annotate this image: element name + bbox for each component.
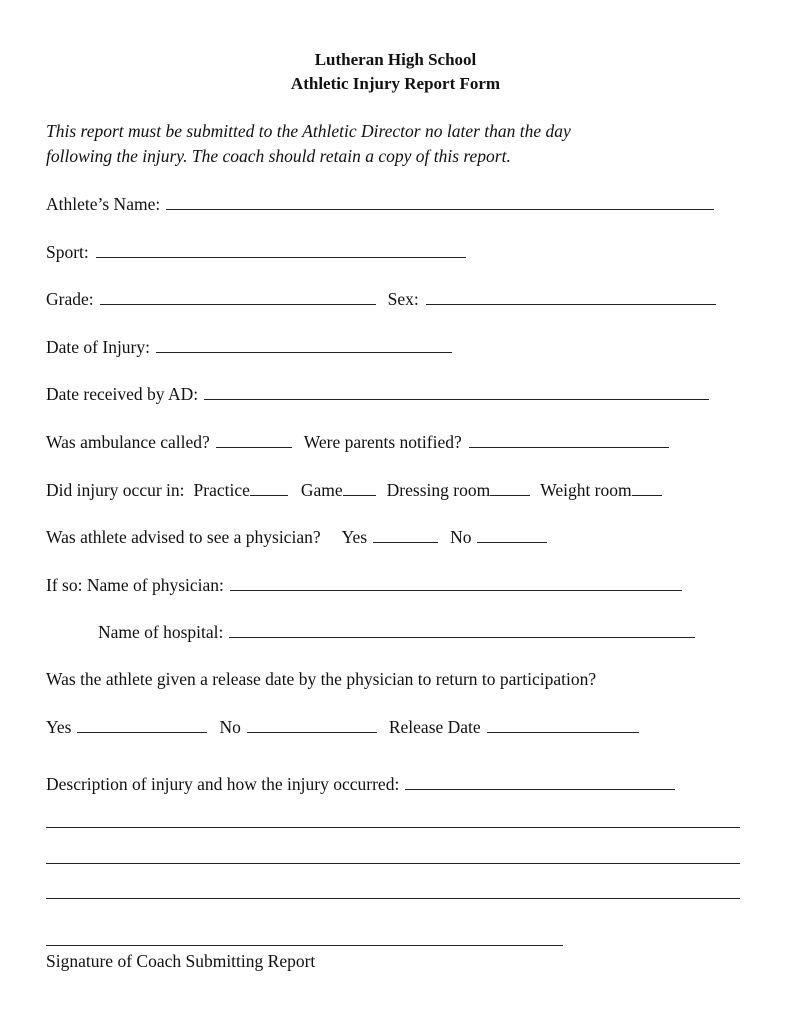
- ambulance-parents-row: [46, 430, 669, 452]
- athlete-name-field[interactable]: [166, 209, 714, 210]
- dressing-room-label: Dressing room: [386, 480, 491, 500]
- description-row: [46, 772, 675, 794]
- date-of-injury-field[interactable]: [156, 352, 452, 353]
- game-label: Game: [300, 480, 343, 500]
- instructions-line-2: following the injury. The coach should retain a copy of this report.: [46, 146, 511, 166]
- hospital-name-label: Name of hospital:: [98, 622, 224, 642]
- signature-line[interactable]: [46, 945, 563, 946]
- sport-label: Sport:: [46, 242, 89, 262]
- dressing-room-field[interactable]: [490, 495, 530, 496]
- date-received-row: [46, 382, 709, 404]
- release-date-label: Release Date: [388, 717, 481, 737]
- weight-room-label: Weight room: [540, 480, 632, 500]
- physician-advised-row: [46, 525, 547, 547]
- description-label: Description of injury and how the injury occurred:: [46, 774, 400, 794]
- ambulance-field[interactable]: [216, 447, 292, 448]
- form-title: Athletic Injury Report Form: [290, 74, 501, 93]
- physician-name-field[interactable]: [230, 590, 682, 591]
- release-yes-label: Yes: [46, 717, 72, 737]
- date-of-injury-row: [46, 335, 452, 357]
- weight-room-field[interactable]: [632, 495, 662, 496]
- grade-sex-row: [46, 287, 716, 309]
- release-answer-row: [46, 715, 639, 737]
- physician-yes-field[interactable]: [373, 542, 438, 543]
- parents-label: Were parents notified?: [303, 432, 462, 452]
- ambulance-label: Was ambulance called?: [46, 432, 210, 452]
- sex-label: Sex:: [387, 289, 419, 309]
- physician-no-label: No: [450, 527, 472, 547]
- signature-label: Signature of Coach Submitting Report: [46, 951, 316, 971]
- release-question-row: [46, 667, 596, 689]
- description-line-3[interactable]: [46, 898, 740, 899]
- injury-location-row: [46, 478, 662, 500]
- description-field[interactable]: [405, 789, 675, 790]
- physician-name-row: [46, 573, 682, 595]
- sport-field[interactable]: [96, 257, 466, 258]
- release-no-field[interactable]: [247, 732, 377, 733]
- athlete-name-label: Athlete’s Name:: [46, 194, 161, 214]
- release-yes-field[interactable]: [77, 732, 207, 733]
- athlete-name-row: [46, 192, 714, 214]
- physician-yes-label: Yes: [341, 527, 368, 547]
- parents-field[interactable]: [469, 447, 669, 448]
- practice-label: Practice: [193, 480, 250, 500]
- sport-row: [46, 240, 466, 262]
- sex-field[interactable]: [426, 304, 716, 305]
- date-received-field[interactable]: [204, 399, 709, 400]
- grade-label: Grade:: [46, 289, 94, 309]
- release-question-label: Was the athlete given a release date by the physician to return to participation?: [46, 669, 597, 689]
- school-name: Lutheran High School: [314, 50, 477, 69]
- date-of-injury-label: Date of Injury:: [46, 337, 150, 357]
- practice-field[interactable]: [250, 495, 288, 496]
- hospital-name-field[interactable]: [229, 637, 695, 638]
- instructions-line-1: This report must be submitted to the Athletic Director no later than the day: [46, 121, 571, 141]
- physician-name-label: If so: Name of physician:: [46, 575, 224, 595]
- physician-no-field[interactable]: [477, 542, 547, 543]
- grade-field[interactable]: [100, 304, 376, 305]
- release-date-field[interactable]: [487, 732, 639, 733]
- description-line-2[interactable]: [46, 863, 740, 864]
- release-no-label: No: [219, 717, 241, 737]
- description-line-1[interactable]: [46, 827, 740, 828]
- occur-prompt-label: Did injury occur in:: [46, 480, 185, 500]
- physician-prompt-label: Was athlete advised to see a physician?: [46, 527, 321, 547]
- game-field[interactable]: [343, 495, 376, 496]
- hospital-name-row: [98, 620, 695, 642]
- date-received-label: Date received by AD:: [46, 384, 199, 404]
